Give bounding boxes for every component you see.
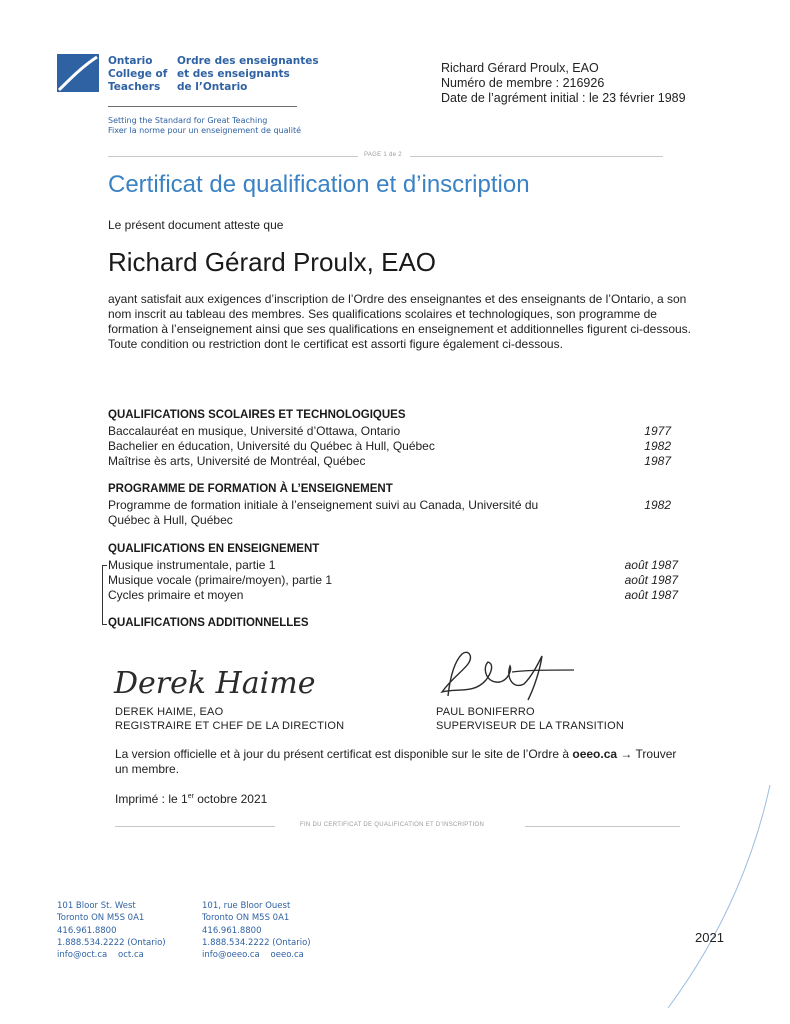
end-rule-left — [115, 826, 275, 827]
printed-date: Imprimé : le 1er octobre 2021 — [115, 792, 268, 806]
footer-address-english: 101 Bloor St. West Toronto ON M5S 0A1 416.961.8800 1.888.534.2222 (Ontario) info@oct.ca oct.ca — [57, 901, 166, 961]
page-rule-right — [410, 156, 663, 157]
certificate-title: Certificat de qualification et d’inscription — [108, 171, 530, 198]
list-item-date: 1987 — [644, 454, 671, 468]
body-paragraph: ayant satisfait aux exigences d’inscription de l’Ordre des enseignantes et des enseignants de l’Ontario, a son nom inscrit au tableau des membres. Ses qualifications scolaires et technologiques, son programme de formation à l’enseignement ainsi que ses qualifications en enseignement et additionnelles figurent ci-dessous. Toute condition ou restriction dont le certificat est assorti figure également ci-dessous. — [108, 292, 692, 351]
page-rule-left — [108, 156, 358, 157]
list-item: Maîtrise ès arts, Université de Montréal, Québec — [108, 454, 366, 468]
page-indicator: PAGE 1 de 2 — [364, 152, 402, 158]
section-heading-academic: QUALIFICATIONS SCOLAIRES ET TECHNOLOGIQUES — [108, 409, 406, 421]
list-item-date: août 1987 — [624, 558, 678, 572]
end-of-certificate-caption: FIN DU CERTIFICAT DE QUALIFICATION ET D’INSCRIPTION — [300, 822, 485, 828]
bracket-line — [102, 565, 107, 625]
oeeo-link[interactable]: oeeo.ca — [572, 747, 618, 761]
section-heading-teaching: QUALIFICATIONS EN ENSEIGNEMENT — [108, 543, 320, 555]
list-item: Cycles primaire et moyen — [108, 588, 244, 602]
college-logo-icon — [57, 54, 99, 92]
list-item: Bachelier en éducation, Université du Québec à Hull, Québec — [108, 439, 435, 453]
header-member-number: Numéro de membre : 216926 — [441, 76, 605, 90]
logo-divider — [108, 106, 297, 107]
list-item: Musique instrumentale, partie 1 — [108, 558, 276, 572]
end-rule-right — [525, 826, 680, 827]
intro-text: Le présent document atteste que — [108, 218, 284, 232]
list-item-date: 1982 — [644, 498, 671, 512]
list-item: Programme de formation initiale à l’enseignement suivi au Canada, Université du Québec à Hull, Québec — [108, 498, 539, 527]
logo-french-name: Ordre des enseignantes et des enseignants de l’Ontario — [177, 55, 319, 93]
footer-address-french: 101, rue Bloor Ouest Toronto ON M5S 0A1 416.961.8800 1.888.534.2222 (Ontario) info@oeeo.ca oeeo.ca — [202, 901, 311, 961]
section-heading-program: PROGRAMME DE FORMATION À L’ENSEIGNEMENT — [108, 483, 393, 495]
header-initial-date: Date de l’agrément initial : le 23 février 1989 — [441, 91, 686, 105]
logo-english-name: Ontario College of Teachers — [108, 55, 168, 93]
holder-name: Richard Gérard Proulx, EAO — [108, 247, 437, 277]
section-heading-additional: QUALIFICATIONS ADDITIONNELLES — [108, 617, 309, 629]
footer-year: 2021 — [695, 930, 724, 945]
list-item-date: 1977 — [644, 424, 671, 438]
signature-left-image — [112, 655, 316, 705]
member-header-info — [441, 61, 686, 106]
list-item-date: août 1987 — [624, 588, 678, 602]
list-item-date: 1982 — [644, 439, 671, 453]
signature-left-name: DEREK HAIME, EAO REGISTRAIRE ET CHEF DE LA DIRECTION — [115, 706, 345, 732]
svg-text:Derek Haime: Derek Haime — [114, 666, 316, 701]
signature-right-name: PAUL BONIFERRO SUPERVISEUR DE LA TRANSITION — [436, 706, 624, 732]
official-version-note: La version officielle et à jour du présent certificat est disponible sur le site de l’Ordre à oeeo.ca → Trouver un membre. — [115, 747, 677, 776]
header-member-name: Richard Gérard Proulx, EAO — [441, 61, 599, 75]
decorative-curve — [660, 780, 775, 1010]
logo-tagline: Setting the Standard for Great Teaching Fixer la norme pour un enseignement de qualité — [108, 116, 302, 135]
list-item: Baccalauréat en musique, Université d’Ottawa, Ontario — [108, 424, 401, 438]
signature-right-image — [428, 648, 578, 704]
list-item-date: août 1987 — [624, 573, 678, 587]
list-item: Musique vocale (primaire/moyen), partie 1 — [108, 573, 333, 587]
